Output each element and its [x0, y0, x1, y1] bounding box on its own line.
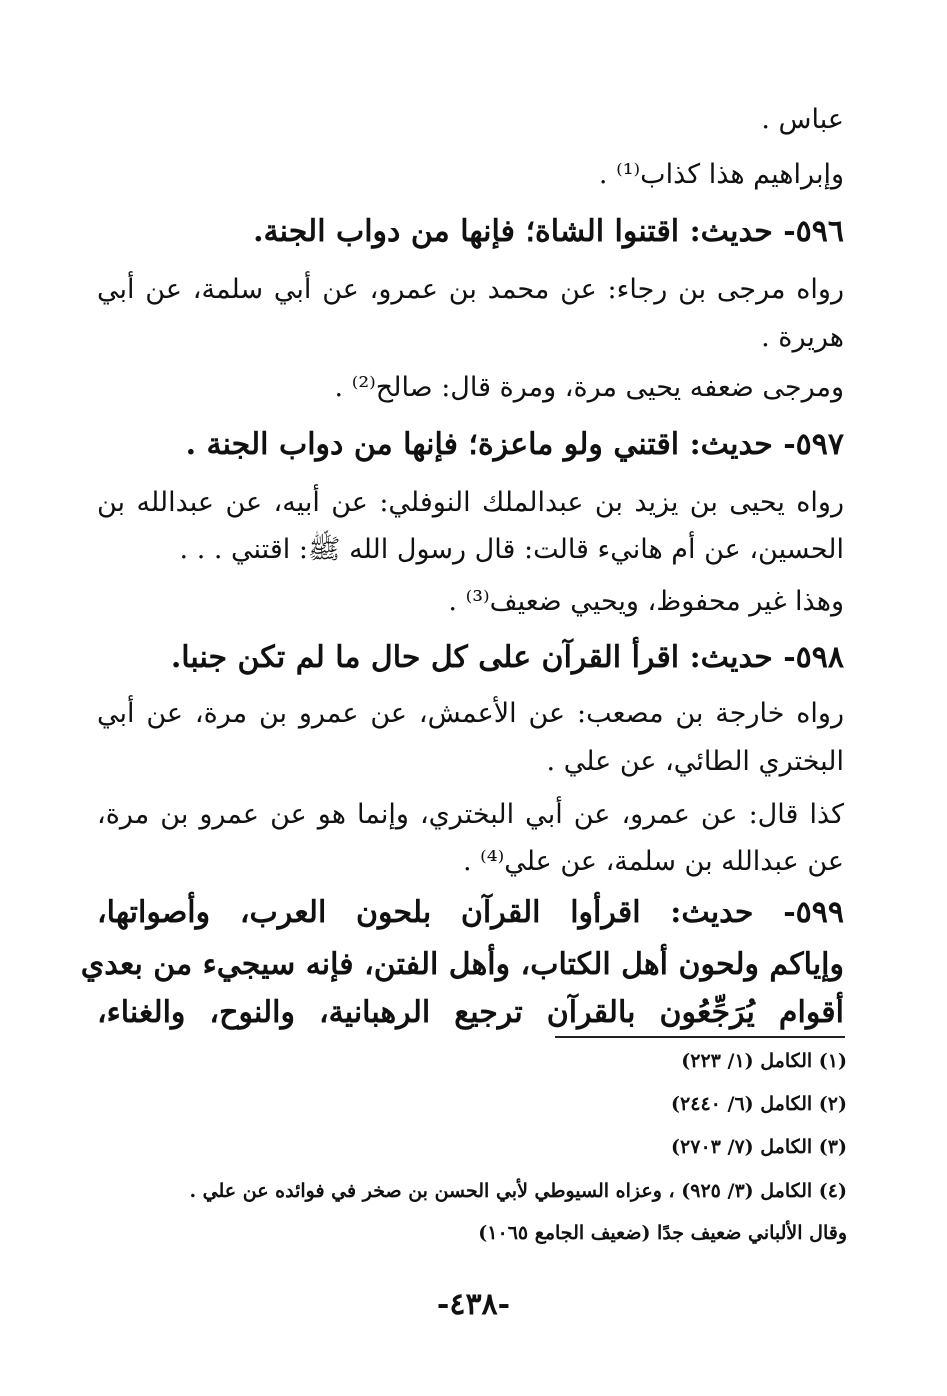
text-line: الحسين، عن أم هانيء قالت: قال رسول الله ﷺ: اقتني . . .	[179, 534, 844, 565]
footnote-1: (١) الكامل (١/ ٢٢٣)	[681, 1050, 847, 1072]
text-line: البختري الطائي، عن علي .	[546, 746, 844, 777]
hadith-heading-596: ٥٩٦- حديث: اقتنوا الشاة؛ فإنها من دواب الجنة.	[253, 214, 844, 249]
text-line: رواه خارجة بن مصعب: عن الأعمش، عن عمرو بن مرة، عن أبي	[97, 698, 844, 729]
hadith-heading-599-continued: أقوام يُرَجِّعُون بالقرآن ترجيع الرهبانية، والنوح، والغناء،	[97, 995, 844, 1030]
text-line: كذا قال: عن عمرو، عن أبي البختري، وإنما هو عن عمرو بن مرة،	[97, 799, 844, 830]
hadith-heading-599: ٥٩٩- حديث: اقرأوا القرآن بلحون العرب، وأصواتها،	[97, 895, 844, 930]
text-line: ومرجى ضعفه يحيى مرة، ومرة قال: صالح⁽²⁾ .	[334, 372, 844, 403]
hadith-heading-598: ٥٩٨- حديث: اقرأ القرآن على كل حال ما لم تكن جنبا.	[170, 640, 844, 675]
text-line: هريرة .	[761, 322, 844, 353]
footnote-4: (٤) الكامل (٣/ ٩٢٥) ، وعزاه السيوطي لأبي الحسن بن صخر في فوائده عن علي .	[189, 1180, 847, 1202]
text-line: رواه يحيى بن يزيد بن عبدالملك النوفلي: عن أبيه، عن عبدالله بن	[97, 487, 844, 518]
text-line: وإبراهيم هذا كذاب⁽¹⁾ .	[598, 159, 844, 190]
text-line: عباس .	[761, 104, 844, 135]
page-number: -٤٣٨-	[436, 1287, 511, 1322]
footnote-divider	[555, 1036, 845, 1038]
text-line: رواه مرجى بن رجاء: عن محمد بن عمرو، عن أبي سلمة، عن أبي	[97, 274, 844, 305]
footnote-4-continued: وقال الألباني ضعيف جدًا (ضعيف الجامع ١٠٦٥)	[478, 1222, 847, 1244]
footnote-3: (٣) الكامل (٧/ ٢٧٠٣)	[671, 1136, 847, 1158]
footnote-2: (٢) الكامل (٦/ ٢٤٤٠)	[671, 1093, 847, 1115]
hadith-heading-599-continued: وإياكم ولحون أهل الكتاب، وأهل الفتن، فإنه سيجيء من بعدي	[80, 947, 844, 982]
text-line: عن عبدالله بن سلمة، عن علي⁽⁴⁾ .	[462, 846, 844, 877]
hadith-heading-597: ٥٩٧- حديث: اقتني ولو ماعزة؛ فإنها من دواب الجنة .	[185, 427, 844, 462]
text-line: وهذا غير محفوظ، ويحيي ضعيف⁽³⁾ .	[448, 586, 844, 617]
